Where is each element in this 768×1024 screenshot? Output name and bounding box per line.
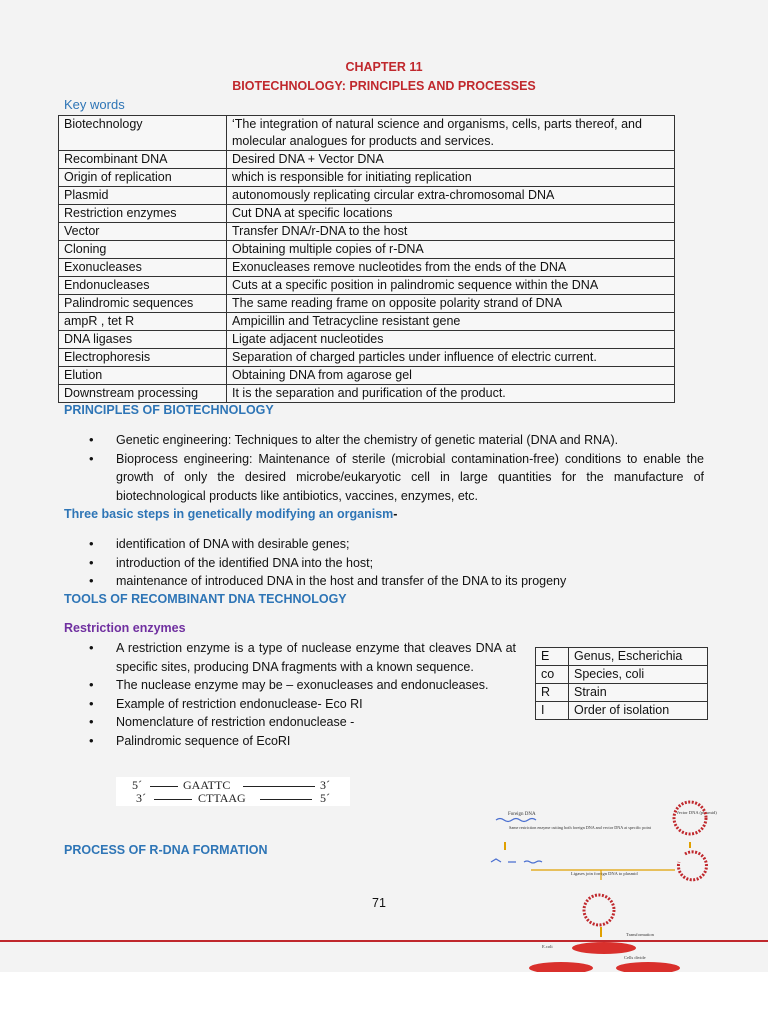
nomenclature-meaning: Species, coli <box>569 666 708 684</box>
keyword-term: ampR , tet R <box>59 313 227 331</box>
bottom-right-end: 5´ <box>320 791 330 805</box>
restriction-bullet: • Nomenclature of restriction endonuclease - <box>66 713 516 732</box>
nomenclature-abbr: R <box>536 684 569 702</box>
nomenclature-abbr: I <box>536 702 569 720</box>
top-right-end: 3´ <box>320 778 330 792</box>
principles-heading: PRINCIPLES OF BIOTECHNOLOGY <box>64 403 274 417</box>
restriction-bullet: • A restriction enzyme is a type of nuclease enzyme that cleaves DNA at specific sites, producing DNA fragments with a known sequence. <box>66 639 516 676</box>
nomenclature-row <box>536 684 708 702</box>
bottom-sequence: CTTAAG <box>198 791 246 805</box>
top-sequence: GAATTC <box>183 778 231 792</box>
nomenclature-row <box>536 702 708 720</box>
restriction-list <box>66 639 516 751</box>
step-bullet: • maintenance of introduced DNA in the host and transfer of the DNA to its progeny <box>66 572 704 591</box>
keyword-row <box>59 223 675 241</box>
keyword-term: Electrophoresis <box>59 349 227 367</box>
chapter-title: BIOTECHNOLOGY: PRINCIPLES AND PROCESSES <box>232 79 536 93</box>
keyword-term: Endonucleases <box>59 277 227 295</box>
rdna-process-diagram <box>476 800 756 972</box>
label-ligase: Ligases join foreign DNA to plasmid <box>571 871 638 876</box>
keyword-term: Palindromic sequences <box>59 295 227 313</box>
steps-list <box>66 535 704 591</box>
chapter-number: CHAPTER 11 <box>345 60 423 74</box>
restriction-bullet: • Palindromic sequence of EcoRI <box>66 732 516 751</box>
keyword-definition: Ampicillin and Tetracycline resistant gene <box>227 313 675 331</box>
restriction-bullet: • Example of restriction endonuclease- Eco RI <box>66 695 516 714</box>
principles-list <box>66 431 704 505</box>
keyword-row <box>59 385 675 403</box>
keyword-row <box>59 116 675 151</box>
keyword-row <box>59 169 675 187</box>
keyword-term: Biotechnology <box>59 116 227 151</box>
top-left-end: 5´ <box>132 778 142 792</box>
keyword-row <box>59 295 675 313</box>
keyword-row <box>59 151 675 169</box>
keywords-heading: Key words <box>64 97 125 112</box>
sequence-bottom-strand <box>116 792 350 805</box>
label-restriction-enzyme: Same restriction enzyme cutting both foreign DNA and vector DNA at specific point <box>509 825 651 830</box>
tools-heading: TOOLS OF RECOMBINANT DNA TECHNOLOGY <box>64 592 347 606</box>
steps-heading <box>64 507 397 521</box>
keywords-table <box>58 115 675 403</box>
label-vector-dna: Vector DNA (plasmid) <box>676 810 717 815</box>
steps-heading-text: Three basic steps in genetically modifying an organism <box>64 507 394 521</box>
keyword-definition: Obtaining DNA from agarose gel <box>227 367 675 385</box>
ecori-sequence <box>116 777 350 806</box>
step-bullet: • identification of DNA with desirable genes; <box>66 535 704 554</box>
keyword-definition: Ligate adjacent nucleotides <box>227 331 675 349</box>
nomenclature-meaning: Strain <box>569 684 708 702</box>
keyword-row <box>59 331 675 349</box>
foreign-dna-strand <box>496 819 536 822</box>
keyword-definition: Transfer DNA/r-DNA to the host <box>227 223 675 241</box>
nomenclature-row <box>536 666 708 684</box>
keyword-definition: Separation of charged particles under influence of electric current. <box>227 349 675 367</box>
vector-plasmid-ring <box>674 802 706 834</box>
keyword-term: Restriction enzymes <box>59 205 227 223</box>
steps-heading-dash: - <box>393 507 398 521</box>
keyword-term: Origin of replication <box>59 169 227 187</box>
keyword-row <box>59 241 675 259</box>
cut-plasmid-ring <box>678 852 706 880</box>
keyword-term: Downstream processing <box>59 385 227 403</box>
keyword-definition: Desired DNA + Vector DNA <box>227 151 675 169</box>
keyword-definition: It is the separation and purification of the product. <box>227 385 675 403</box>
keyword-term: DNA ligases <box>59 331 227 349</box>
keyword-definition: which is responsible for initiating replication <box>227 169 675 187</box>
keyword-row <box>59 349 675 367</box>
keyword-term: Vector <box>59 223 227 241</box>
nomenclature-table <box>535 647 708 720</box>
keyword-definition: ‘The integration of natural science and organisms, cells, parts thereof, and molecular analogues for products and services. <box>227 116 675 151</box>
principle-bullet: • Genetic engineering: Techniques to alter the chemistry of genetic material (DNA and RNA). <box>66 431 704 450</box>
label-ecoli: E.coli <box>542 944 553 949</box>
nomenclature-abbr: E <box>536 648 569 666</box>
keyword-definition: The same reading frame on opposite polarity strand of DNA <box>227 295 675 313</box>
keyword-term: Exonucleases <box>59 259 227 277</box>
keyword-term: Elution <box>59 367 227 385</box>
keyword-row <box>59 277 675 295</box>
keyword-row <box>59 259 675 277</box>
daughter-cell-right <box>616 962 680 972</box>
step-bullet: • introduction of the identified DNA into the host; <box>66 554 704 573</box>
label-transformation: Transformation <box>626 932 654 937</box>
keyword-definition: Cut DNA at specific locations <box>227 205 675 223</box>
keyword-definition: Obtaining multiple copies of r-DNA <box>227 241 675 259</box>
nomenclature-meaning: Genus, Escherichia <box>569 648 708 666</box>
keyword-row <box>59 313 675 331</box>
keyword-definition: autonomously replicating circular extra-chromosomal DNA <box>227 187 675 205</box>
label-cells-divide: Cells divide <box>624 955 646 960</box>
cut-dna-fragments <box>491 859 542 863</box>
keyword-term: Recombinant DNA <box>59 151 227 169</box>
process-heading: PROCESS OF R-DNA FORMATION <box>64 843 268 857</box>
keyword-term: Plasmid <box>59 187 227 205</box>
recombinant-dna-ring <box>584 895 614 925</box>
keyword-row <box>59 205 675 223</box>
daughter-cell-left <box>529 962 593 972</box>
label-foreign-dna: Foreign DNA <box>508 812 536 817</box>
keyword-row <box>59 367 675 385</box>
restriction-bullet: • The nuclease enzyme may be – exonucleases and endonucleases. <box>66 676 516 695</box>
restriction-heading: Restriction enzymes <box>64 621 186 635</box>
ecoli-cell <box>572 942 636 954</box>
nomenclature-meaning: Order of isolation <box>569 702 708 720</box>
keyword-definition: Exonucleases remove nucleotides from the ends of the DNA <box>227 259 675 277</box>
keyword-term: Cloning <box>59 241 227 259</box>
keyword-row <box>59 187 675 205</box>
nomenclature-row <box>536 648 708 666</box>
nomenclature-abbr: co <box>536 666 569 684</box>
principle-bullet: • Bioprocess engineering: Maintenance of sterile (microbial contamination-free) conditions to enable the growth of only the desired microbe/eukaryotic cell in large quantities for the manufacture of biotechnological products like antibiotics, vaccines, enzymes, etc. <box>66 450 704 506</box>
bottom-left-end: 3´ <box>136 791 146 805</box>
page-number: 71 <box>372 896 386 910</box>
keyword-definition: Cuts at a specific position in palindromic sequence within the DNA <box>227 277 675 295</box>
